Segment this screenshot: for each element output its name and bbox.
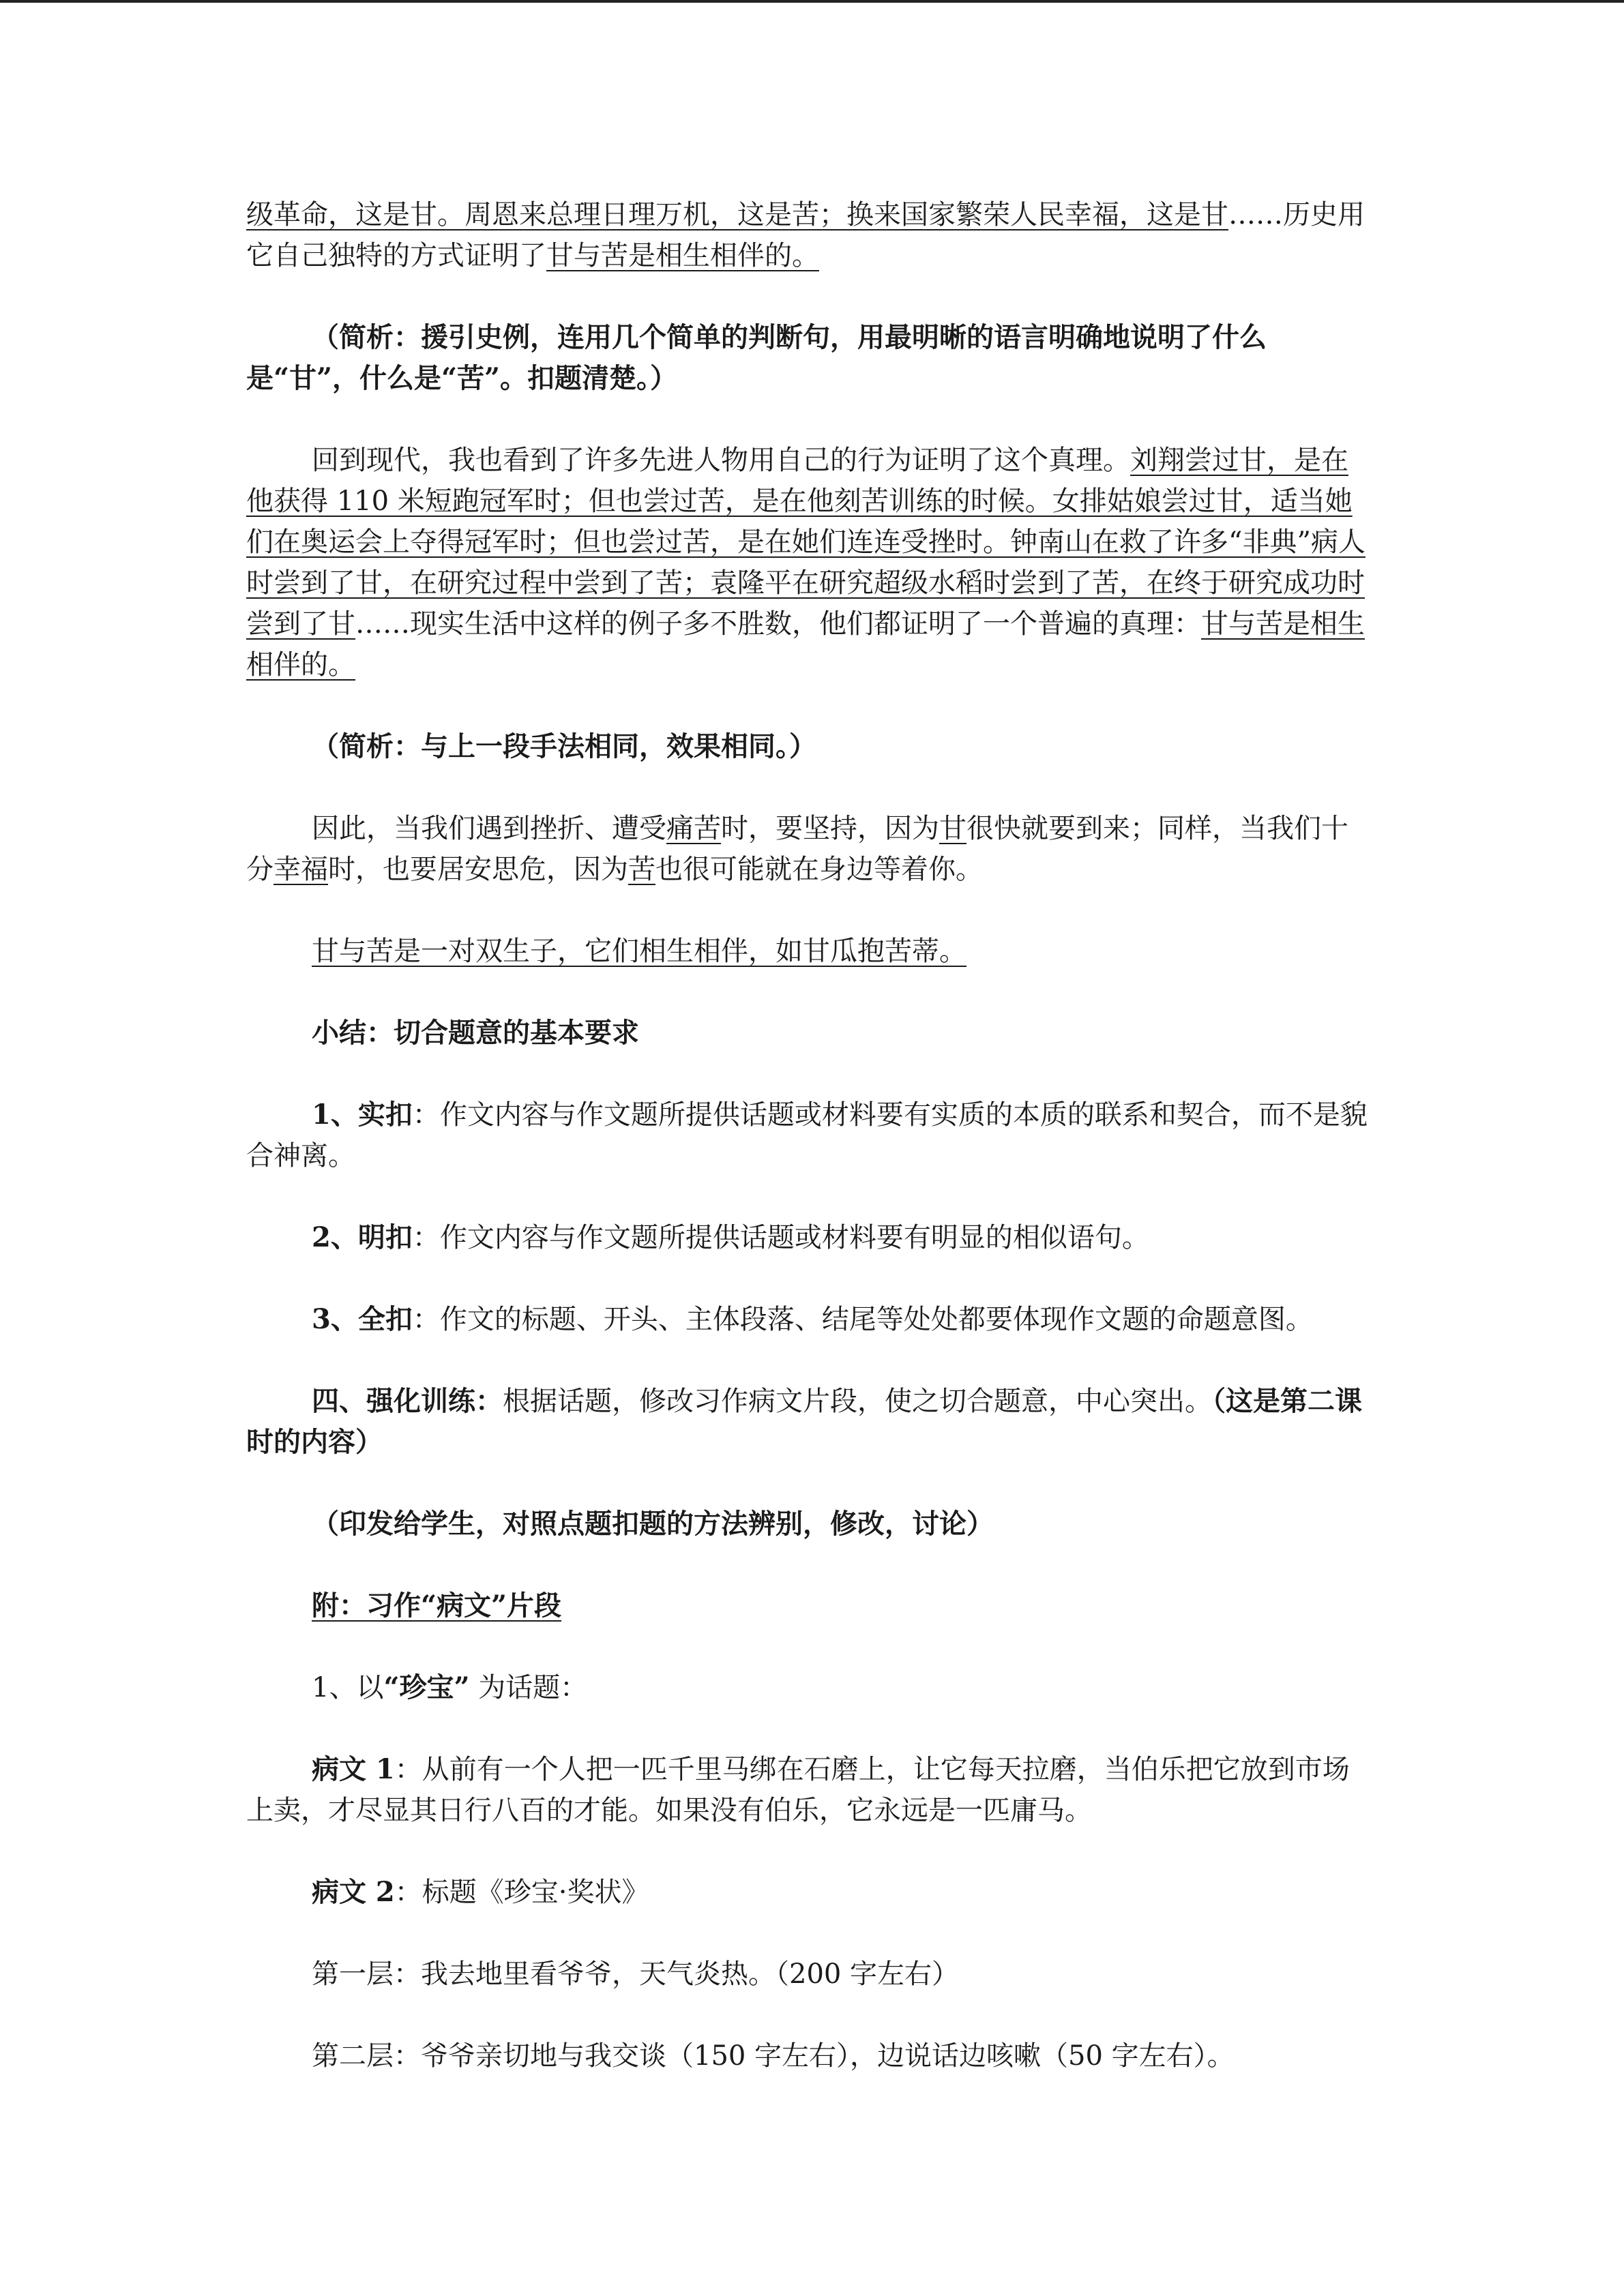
topic-1 bbox=[246, 1667, 1372, 1708]
sick-essay-label: 病文 1 bbox=[312, 1753, 395, 1785]
requirement-label: 1、实扣 bbox=[312, 1099, 413, 1131]
sick-essay-2 bbox=[246, 1872, 1372, 1913]
requirement-1 bbox=[246, 1094, 1372, 1176]
page-top-border bbox=[0, 0, 1624, 3]
paragraph-therefore bbox=[246, 808, 1372, 890]
underlined-text: 甘 bbox=[939, 813, 966, 844]
plain-text: 为话题： bbox=[469, 1672, 588, 1703]
plain-text: 时，也要居安思危，因为 bbox=[328, 854, 628, 885]
underlined-text: 刘翔尝过甘，是在他获得 110 米短跑冠军时；但也尝过苦，是在他刻苦训练的时候。女排姑娘尝过甘，适当她们在奥运会上夺得冠军时；但也尝过苦，是在她们连连受挫时。钟南山在救了许多“非典”病人时尝到了甘，在研究过程中尝到了苦；袁隆平在研究超级水稻时尝到了苦，在终于研究成功时尝到了甘 bbox=[246, 445, 1365, 640]
requirement-label: 3、全扣 bbox=[312, 1303, 413, 1335]
sick-essay-1 bbox=[246, 1749, 1372, 1831]
underlined-text: 甘与苦是一对双生子，它们相生相伴，如甘瓜抱苦蒂。 bbox=[312, 936, 966, 967]
summary-title: 小结：切合题意的基本要求 bbox=[312, 1017, 639, 1049]
paragraph-conclusion bbox=[246, 931, 1372, 972]
plain-text: ……历史用它自己独特的方式证明了 bbox=[246, 199, 1365, 271]
requirement-text: ：作文内容与作文题所提供话题或材料要有实质的本质的联系和契合，而不是貌合神离。 bbox=[246, 1099, 1368, 1172]
layer-1: 第一层：我去地里看爷爷，天气炎热。（200 字左右） bbox=[312, 1958, 960, 1990]
requirement-label: 2、明扣 bbox=[312, 1221, 413, 1253]
layer-2: 第二层：爷爷亲切地与我交谈（150 字左右），边说话边咳嗽（50 字左右）。 bbox=[312, 2040, 1235, 2072]
topic-keyword: “珍宝” bbox=[383, 1671, 470, 1703]
plain-text: 回到现代，我也看到了许多先进人物用自己的行为证明了这个真理。 bbox=[312, 445, 1130, 476]
section-heading: 四、强化训练： bbox=[312, 1385, 503, 1417]
appendix-title-line bbox=[246, 1585, 1372, 1626]
underlined-text: 苦 bbox=[628, 854, 655, 885]
paragraph-history bbox=[246, 194, 1372, 276]
underlined-text: 痛苦 bbox=[666, 813, 721, 844]
analysis-note-1: （简析：援引史例，连用几个简单的判断句，用最明晰的语言明确地说明了什么是“甘”，什么是“苦”。扣题清楚。） bbox=[246, 321, 1267, 394]
underlined-text: 甘与苦是相生相伴的。 bbox=[546, 240, 819, 271]
underlined-text: 级革命，这是甘。周恩来总理日理万机，这是苦；换来国家繁荣人民幸福，这是甘 bbox=[246, 199, 1228, 230]
requirement-text: ：作文的标题、开头、主体段落、结尾等处处都要体现作文题的命题意图。 bbox=[412, 1304, 1313, 1335]
plain-text: ……现实生活中这样的例子多不胜数，他们都证明了一个普遍的真理： bbox=[355, 608, 1201, 640]
analysis-note-3: （印发给学生，对照点题扣题的方法辨别，修改，讨论） bbox=[312, 1508, 994, 1540]
sick-essay-text: ：从前有一个人把一匹千里马绑在石磨上，让它每天拉磨，当伯乐把它放到市场上卖，才尽显其日行八百的才能。如果没有伯乐，它永远是一匹庸马。 bbox=[246, 1754, 1350, 1826]
section-text: 根据话题，修改习作病文片段，使之切合题意，中心突出。 bbox=[503, 1386, 1212, 1417]
requirement-2 bbox=[246, 1217, 1372, 1258]
sick-essay-text: ：标题《珍宝·奖状》 bbox=[394, 1877, 649, 1908]
underlined-text: 幸福 bbox=[274, 854, 328, 885]
plain-text: 时，要坚持，因为 bbox=[721, 813, 939, 844]
plain-text: 1、以 bbox=[312, 1672, 384, 1703]
sick-essay-label: 病文 2 bbox=[312, 1876, 395, 1908]
requirement-text: ：作文内容与作文题所提供话题或材料要有明显的相似语句。 bbox=[412, 1222, 1149, 1253]
plain-text: 因此，当我们遇到挫折、遭受 bbox=[312, 813, 666, 844]
plain-text: 也很可能就在身边等着你。 bbox=[655, 854, 983, 885]
appendix-title: 附：习作“病文”片段 bbox=[312, 1590, 562, 1622]
requirement-3 bbox=[246, 1299, 1372, 1340]
section-4-training bbox=[246, 1381, 1372, 1463]
analysis-note-2: （简析：与上一段手法相同，效果相同。） bbox=[312, 730, 816, 762]
underlined-text: 甘与苦是相生相伴的。 bbox=[246, 608, 1365, 681]
document-page bbox=[246, 194, 1372, 2076]
paragraph-modern-examples bbox=[246, 440, 1372, 685]
section-tail: （这是第二课时的内容） bbox=[246, 1385, 1362, 1458]
plain-text: 很快就要到来；同样，当我们十分 bbox=[246, 813, 1348, 885]
